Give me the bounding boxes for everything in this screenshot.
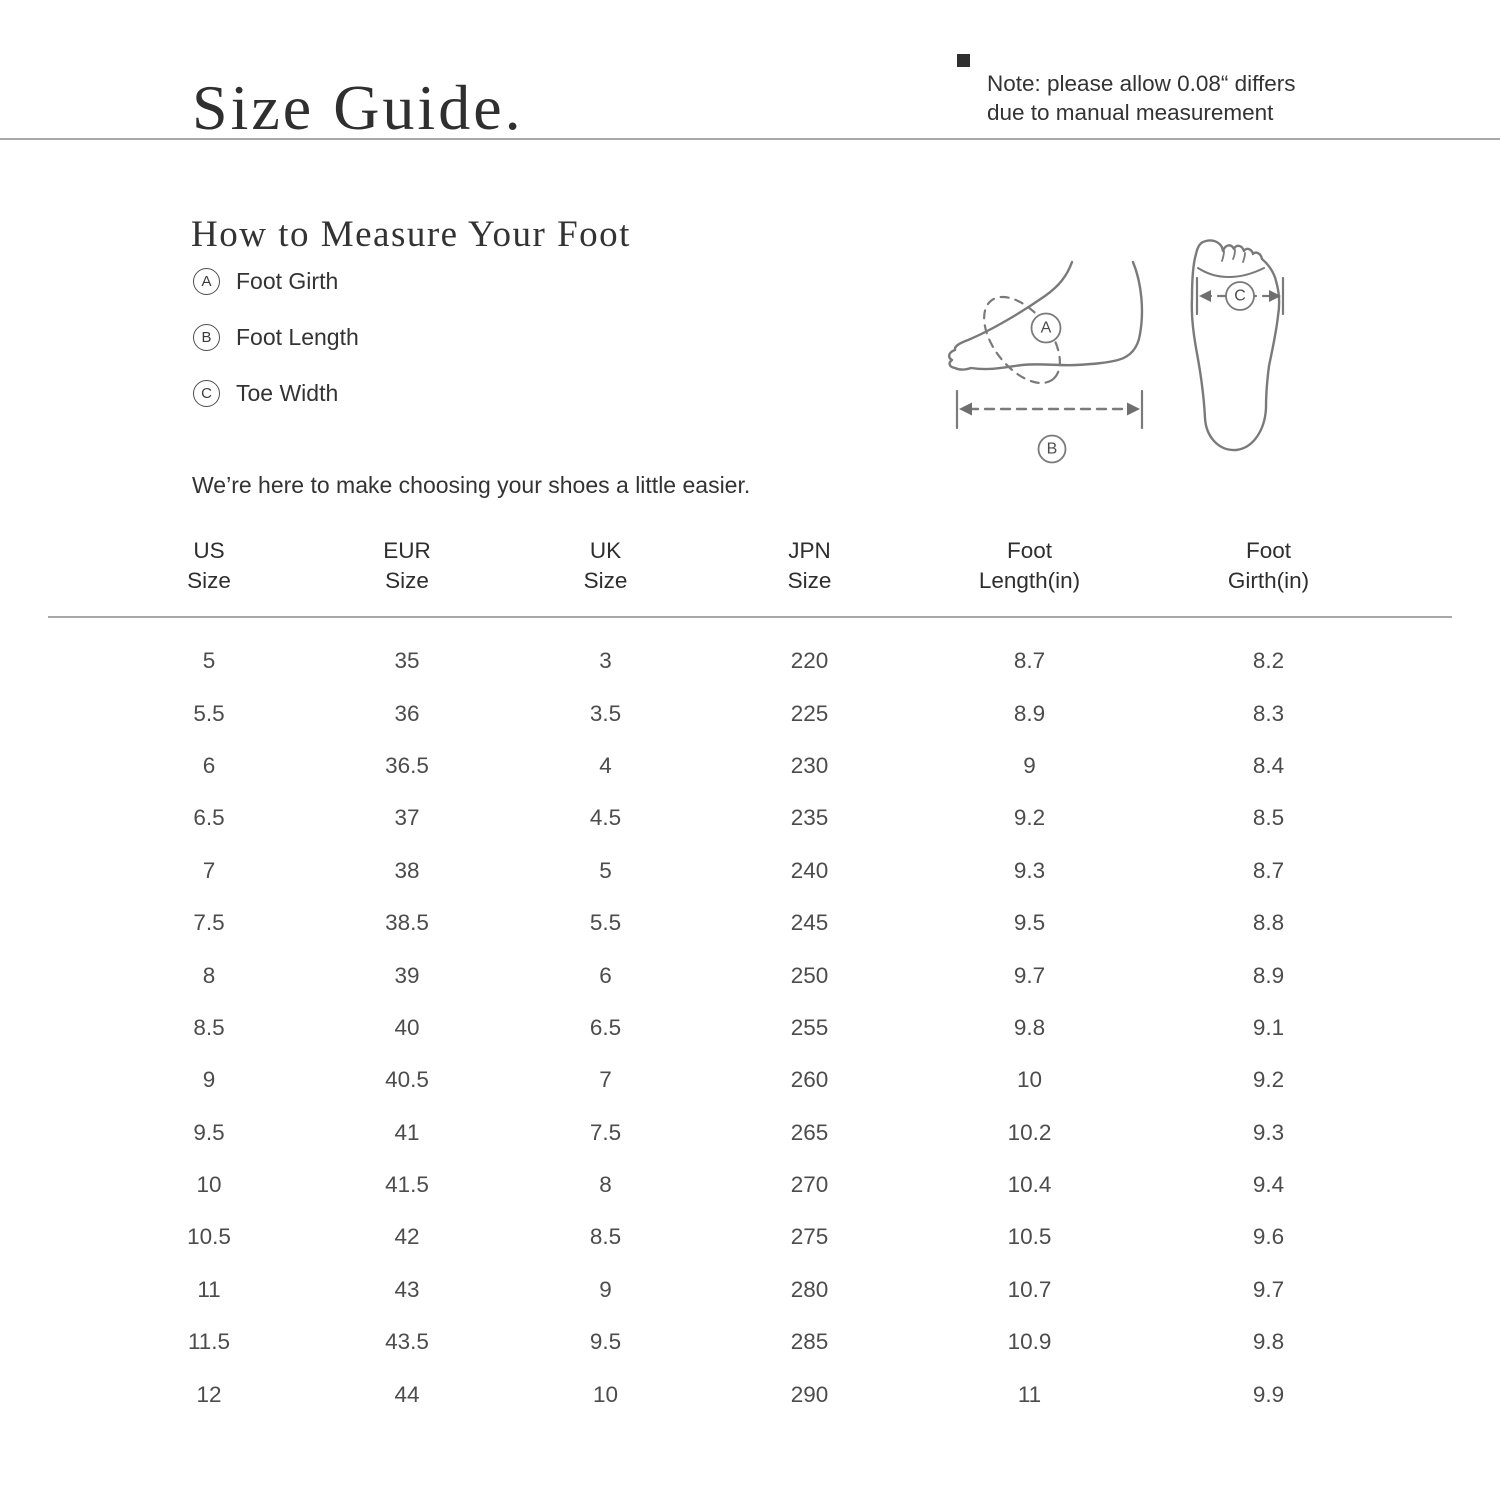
table-cell: 9.1 (1252, 1014, 1285, 1040)
table-cell: 42 (394, 1224, 420, 1250)
legend-item (193, 380, 359, 407)
table-cell: 235 (790, 805, 829, 831)
toe-separator-line (1222, 251, 1224, 261)
table-cell: 40 (394, 1014, 420, 1040)
header-line-1: UK (589, 538, 622, 563)
table-cell: 8.4 (1252, 752, 1285, 778)
header-line-1: JPN (788, 538, 831, 563)
measurement-note (957, 46, 1296, 149)
header-divider (0, 138, 1500, 140)
table-cell: 270 (790, 1172, 829, 1198)
header-line-2: Length(in) (978, 568, 1081, 593)
table-cell: 280 (790, 1276, 829, 1302)
table-cell: 8 (599, 1172, 612, 1198)
table-cell: 220 (790, 648, 829, 674)
table-header (48, 536, 1452, 618)
table-cell: 7 (202, 857, 216, 883)
table-cell: 43.5 (385, 1329, 429, 1355)
toe-separator-line (1233, 250, 1235, 259)
table-cell: 225 (790, 700, 829, 726)
table-cell: 10 (196, 1172, 222, 1198)
table-row (48, 1107, 1452, 1159)
table-cell: 230 (790, 752, 829, 778)
table-cell: 38 (394, 857, 420, 883)
table-cell: 10 (592, 1381, 619, 1407)
width-arrow-left-icon (1199, 290, 1211, 302)
table-header-cell (1145, 536, 1452, 596)
table-cell: 44 (394, 1381, 420, 1407)
table-row (48, 1159, 1452, 1211)
table-cell: 8.5 (1252, 805, 1285, 831)
toe-crease-line (1198, 268, 1264, 277)
table-cell: 250 (790, 962, 829, 988)
table-cell: 275 (790, 1224, 829, 1250)
table-cell: 9 (1023, 752, 1036, 778)
table-row (48, 1002, 1452, 1054)
table-cell: 9.3 (1252, 1119, 1285, 1145)
table-cell: 8.5 (589, 1224, 622, 1250)
table-cell: 6 (202, 752, 216, 778)
table-cell: 7 (599, 1067, 612, 1093)
header-line-2: Size (187, 568, 231, 593)
girth-ellipse (969, 283, 1075, 396)
side-length-label: B (1046, 440, 1058, 458)
table-cell: 11 (1017, 1381, 1042, 1407)
legend-item-label: Foot Length (236, 324, 359, 350)
header-line-2: Size (787, 568, 832, 593)
note-line-2: due to manual measurement (987, 99, 1274, 125)
table-cell: 40.5 (385, 1067, 429, 1093)
letter-badge-icon: C (193, 380, 220, 407)
table-header-cell (506, 536, 705, 596)
table-header-cell (308, 536, 506, 596)
table-cell: 260 (790, 1067, 829, 1093)
table-cell: 39 (394, 962, 420, 988)
table-cell: 9.2 (1013, 805, 1046, 831)
letter-badge-icon: A (193, 268, 220, 295)
header-line-2: Size (385, 568, 429, 593)
page-title: Size Guide. (192, 71, 524, 143)
length-arrow-right-icon (1127, 403, 1140, 416)
table-cell: 245 (790, 910, 829, 936)
header-line-2: Size (583, 568, 628, 593)
table-cell: 9.8 (1252, 1329, 1285, 1355)
table-cell: 9.2 (1252, 1067, 1285, 1093)
table-cell: 9.5 (589, 1329, 622, 1355)
table-cell: 5 (202, 648, 216, 674)
table-cell: 240 (790, 857, 829, 883)
table-row (48, 1054, 1452, 1106)
table-cell: 8.2 (1252, 648, 1285, 674)
table-cell: 7.5 (193, 910, 225, 936)
table-cell: 6 (599, 962, 612, 988)
table-cell: 36 (394, 700, 420, 726)
header-line-1: Foot (1245, 538, 1292, 563)
table-cell: 36.5 (385, 752, 429, 778)
table-header-cell (48, 536, 308, 596)
table-cell: 285 (790, 1329, 829, 1355)
table-cell: 5 (599, 857, 612, 883)
table-cell: 41 (394, 1119, 420, 1145)
table-cell: 10.9 (1007, 1329, 1052, 1355)
table-header-cell (914, 536, 1145, 596)
table-row (48, 897, 1452, 949)
table-cell: 9.7 (1013, 962, 1046, 988)
table-row (48, 792, 1452, 844)
table-row (48, 845, 1452, 897)
toe-separator-line (1243, 253, 1245, 262)
table-cell: 8.7 (1013, 648, 1046, 674)
table-cell: 9.5 (193, 1119, 225, 1145)
table-cell: 9.4 (1252, 1172, 1285, 1198)
table-cell: 8.3 (1252, 700, 1285, 726)
legend-item (193, 268, 359, 295)
table-cell: 255 (790, 1014, 829, 1040)
table-cell: 6.5 (589, 1014, 622, 1040)
header-line-2: Girth(in) (1227, 568, 1310, 593)
table-cell: 8 (202, 962, 216, 988)
side-girth-label: A (1040, 319, 1052, 337)
legend-list (193, 268, 359, 436)
table-cell: 7.5 (589, 1119, 622, 1145)
table-header-cell (705, 536, 914, 596)
table-cell: 35 (394, 648, 420, 674)
table-cell: 9.7 (1252, 1276, 1285, 1302)
table-cell: 10.7 (1007, 1276, 1052, 1302)
table-cell: 10 (1016, 1067, 1043, 1093)
table-cell: 10.5 (187, 1224, 231, 1250)
header-line-1: EUR (383, 538, 431, 563)
table-row (48, 949, 1452, 1001)
table-cell: 10.4 (1007, 1172, 1052, 1198)
table-cell: 4.5 (589, 805, 622, 831)
table-cell: 8.8 (1252, 910, 1285, 936)
length-arrow-left-icon (959, 403, 972, 416)
sole-foot-diagram (1178, 226, 1300, 474)
table-cell: 12 (196, 1381, 222, 1407)
table-row (48, 1368, 1452, 1420)
table-cell: 11 (197, 1276, 221, 1302)
header-line-1: US (193, 538, 225, 563)
table-cell: 3.5 (589, 700, 622, 726)
table-cell: 9 (599, 1276, 612, 1302)
table-cell: 290 (790, 1381, 829, 1407)
table-cell: 8.5 (193, 1014, 225, 1040)
table-row (48, 740, 1452, 792)
table-cell: 37 (394, 805, 420, 831)
sole-toe-width-label: C (1234, 287, 1246, 305)
square-bullet-icon (957, 54, 970, 67)
table-cell: 5.5 (193, 700, 225, 726)
table-cell: 43 (394, 1276, 420, 1302)
legend-item-label: Foot Girth (236, 268, 339, 294)
letter-badge-icon: B (193, 324, 220, 351)
table-row (48, 1211, 1452, 1263)
table-cell: 41.5 (385, 1172, 429, 1198)
table-cell: 5.5 (589, 910, 622, 936)
legend-item (193, 324, 359, 351)
measurement-note-text (987, 69, 1296, 127)
table-row (48, 687, 1452, 739)
table-cell: 9.5 (1013, 910, 1046, 936)
table-cell: 4 (599, 752, 612, 778)
table-cell: 9.8 (1013, 1014, 1046, 1040)
table-cell: 8.9 (1013, 700, 1046, 726)
how-to-measure-heading: How to Measure Your Foot (191, 213, 631, 255)
table-cell: 3 (599, 648, 612, 674)
table-cell: 10.2 (1007, 1119, 1052, 1145)
side-foot-diagram (946, 236, 1158, 474)
table-cell: 10.5 (1007, 1224, 1052, 1250)
table-cell: 9 (202, 1067, 216, 1093)
tagline-text: We’re here to make choosing your shoes a little easier. (192, 472, 751, 498)
legend-item-label: Toe Width (236, 380, 339, 406)
table-cell: 9.9 (1252, 1381, 1285, 1407)
table-cell: 38.5 (385, 910, 429, 936)
table-cell: 11.5 (187, 1329, 231, 1355)
table-cell: 8.9 (1252, 962, 1285, 988)
note-line-1: Note: please allow 0.08“ differs (987, 70, 1296, 96)
table-row (48, 1316, 1452, 1368)
size-conversion-table (48, 536, 1452, 1421)
table-cell: 9.3 (1013, 857, 1046, 883)
table-header-row (48, 536, 1452, 596)
table-cell: 6.5 (193, 805, 225, 831)
table-cell: 8.7 (1252, 857, 1285, 883)
table-body (48, 618, 1452, 1421)
table-row (48, 1264, 1452, 1316)
table-cell: 9.6 (1252, 1224, 1285, 1250)
table-row (48, 635, 1452, 687)
table-cell: 265 (790, 1119, 829, 1145)
header-line-1: Foot (1006, 538, 1053, 563)
